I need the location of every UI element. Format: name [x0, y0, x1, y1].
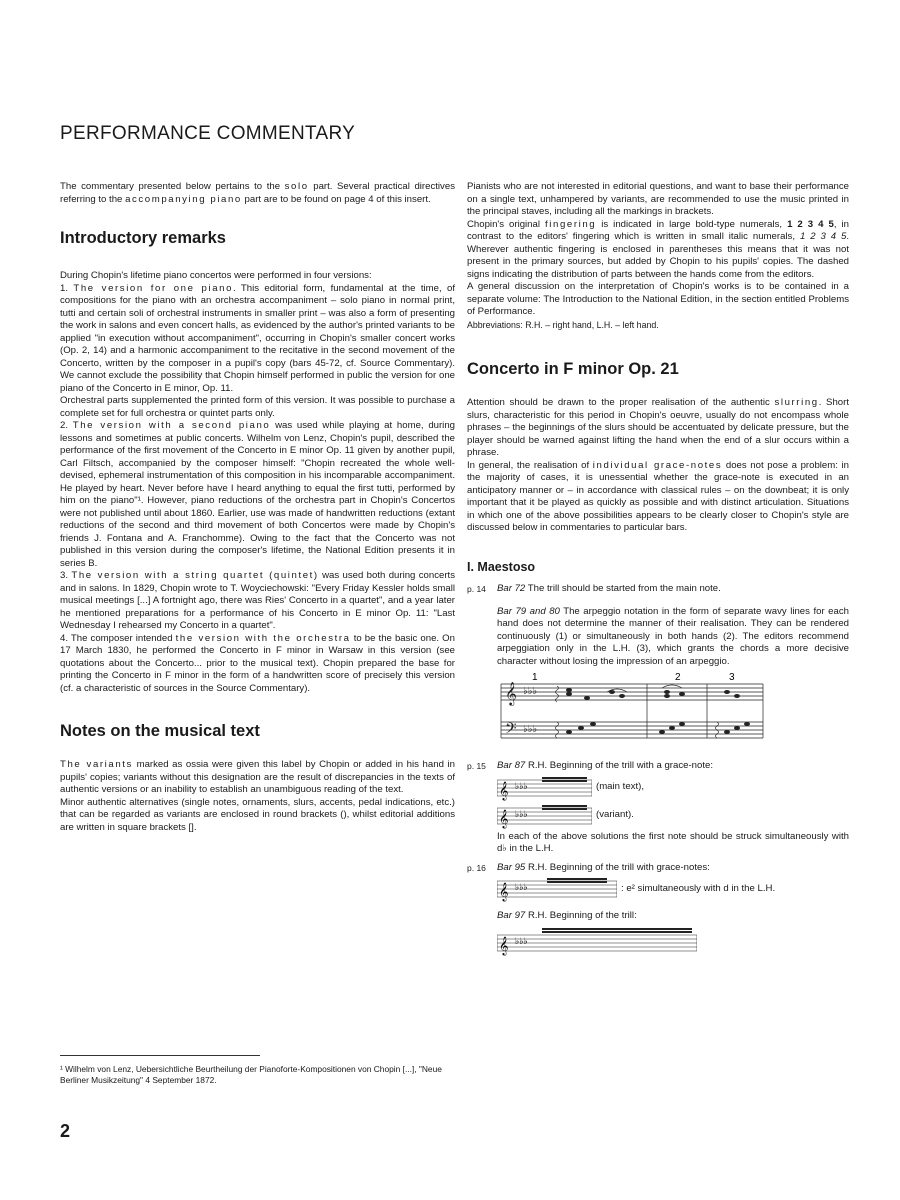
svg-text:𝄞: 𝄞: [499, 780, 509, 800]
version-1-orchestral: Orchestral parts supplemented the printed form of this version. It was possible to purchase a complete set for full orchestra or quintet parts only.: [60, 395, 455, 419]
entry-bar-87: p. 15 Bar 87 R.H. Beginning of the trill with a grace-note: 𝄞 ♭♭♭ (main text), 𝄞 ♭♭♭ (variant). In each of the above solutions the first note should be struck simultaneously with d♭ in the L.H.: [467, 760, 849, 854]
fingering-paragraph: Chopin's original fingering is indicated in large bold-type numerals, 1 2 3 4 5, in contrast to the editors' fingering which is written in small italic numerals, 1 2 3 4 5. Wherever authentic fingering is enclosed in parentheses this means that it was not present in the primary sources, but added by Chopin to his pupils' copies. The dashed signs indicating the distribution of parts between the hands come from the editors.: [467, 218, 850, 280]
page-ref: p. 16: [467, 862, 486, 873]
entry-bar-95: p. 16 Bar 95 R.H. Beginning of the trill with grace-notes: 𝄞 ♭♭♭ : e² simultaneously with d in the L.H. Bar 97 R.H. Beginning of the trill: 𝄞 ♭♭♭: [467, 861, 776, 955]
trill-example-main: [497, 775, 592, 801]
svg-text:♭♭♭: ♭♭♭: [515, 883, 528, 893]
footnote-rule: [60, 1055, 260, 1056]
version-4: 4. The composer intended the version with the orchestra to be the basic one. On 17 March 1830, he performed the Concerto in F minor in Warsaw in this version (see quotations about the Concerto... prior to the musical text). Chopin prepared the base for printing the Concerto in F minor in the form of a handwritten score of precisely this version (cf. a characteristic of sources in the Source Commentary).: [60, 632, 455, 694]
trill-example-bar-95: [497, 876, 617, 902]
example-number: 1: [532, 672, 538, 683]
versions-intro: During Chopin's lifetime piano concertos were performed in four versions:: [60, 270, 372, 281]
page-ref: p. 14: [467, 584, 486, 594]
entry-bar-72: p. 14 Bar 72 The trill should be started from the main note. Bar 79 and 80 The arpeggio notation in the form of separate wavy lines for each hand does not determine the manner of their realisation. They can be rendered continuously (1) or simultaneously in both hands (2). The editors recommend arpeggiation only in the L.H. (3), which grants the chords a more decisive character without losing the impression of an arpeggio. 𝄞 𝄢 ♭♭♭ ♭♭♭ 1 2 3: [467, 583, 849, 754]
page-ref: p. 15: [467, 761, 486, 771]
heading-notes-on-musical-text: Notes on the musical text: [60, 722, 260, 740]
variants-paragraph: The variants marked as ossia were given this label by Chopin or added in his hand in pupils' copies; variants without this designation are the result of discrepancies in the texts of authentic versions or an inability to establish an unambiguous reading of the text.: [60, 759, 455, 795]
general-discussion-paragraph: A general discussion on the interpretation of Chopin's works is to be contained in a separate volume: The Introduction to the National Edition, in the section entitled Problems of Performance.: [467, 281, 849, 317]
heading-introductory-remarks: Introductory remarks: [60, 229, 226, 247]
heading-concerto: Concerto in F minor Op. 21: [467, 360, 679, 378]
abbreviations: Abbreviations: R.H. – right hand, L.H. – left hand.: [467, 319, 659, 330]
svg-text:𝄞: 𝄞: [499, 935, 509, 955]
pianists-paragraph: Pianists who are not interested in editorial questions, and want to base their performance on a single text, unhampered by variants, are recommended to use the music printed in the principal staves, including all the markings in brackets.: [467, 181, 849, 217]
footnote: ¹ Wilhelm von Lenz, Uebersichtliche Beurtheilung der Pianoforte-Kompositionen von Chopin [...], "Neue Berliner Musikzeitung" 4 September 1872.: [60, 1064, 442, 1085]
trill-example-variant: [497, 803, 592, 829]
svg-text:♭♭♭: ♭♭♭: [523, 686, 538, 697]
example-number: 2: [675, 672, 681, 683]
movement-heading: I. Maestoso: [467, 559, 536, 574]
arpeggio-example: [497, 672, 767, 754]
svg-text:♭♭♭: ♭♭♭: [515, 781, 528, 792]
intro-paragraph: The commentary presented below pertains to the solo part. Several practical directives referring to the accompanying piano part are to be found on page 4 of this insert.: [60, 181, 455, 205]
example-number: 3: [729, 672, 735, 683]
grace-notes-paragraph: In general, the realisation of individual grace-notes does not pose a problem: in the majority of cases, it is unessential whether the grace-note is executed in an anticipatory manner or – in accordance with classical rules – on the downbeat; it is only important that it be played as quickly as possible and with distinct articulation. Situations in which one of the above possibilities appears to be clearly closer to Chopin's style are discussed below in commentaries to particular bars.: [467, 459, 849, 533]
version-3: 3. The version with a string quartet (quintet) was used both during concerts and in salons. In 1829, Chopin wrote to T. Woyciechowski: "Every Friday Kessler holds small musical meetings [...] A fortnight ago, there was Ries' Concerto in a quartet", and a year later he mentioned preparations for a performance of his Concerto in E minor Op. 11: "Last Wednesday I rehearsed my Concerto in a quartet".: [60, 570, 456, 631]
trill-example-bar-97: [497, 927, 697, 957]
svg-text:𝄞: 𝄞: [499, 882, 509, 901]
svg-text:𝄢: 𝄢: [505, 720, 517, 741]
slurring-paragraph: Attention should be drawn to the proper realisation of the authentic slurring. Short slurs, characteristic for this period in Chopin's oeuvre, usually do not encompass whole phrases – the beginnings of the slurs should be accentuated by delicate pressure, but the player should be warned against lifting the hand when the end of a slur occurs within a phrase.: [467, 397, 849, 458]
version-1: 1. The version for one piano. This editorial form, fundamental at the time, of compositions for the piano with an orchestra accompaniment – solo piano in normal print, tutti and certain soli of orchestral instruments in smaller print – was also a form of presenting the work in salons and even concert halls, as evidenced by the author's printed variants to be applied "in execution without accompaniment", occurring in Chopin's smaller concert works (Op. 2, 14) and a harmonic accompaniment to the recitative in the second movement of the Concerto, written by the composer in a pupil's copy (bars 45-72, cf. Source Commentary). We cannot exclude the possibility that Chopin himself performed in public the version for one piano of the Concerto in E minor, Op. 11.: [60, 282, 456, 394]
left-column: [60, 181, 455, 834]
svg-text:𝄞: 𝄞: [505, 681, 517, 705]
alternatives-paragraph: Minor authentic alternatives (single notes, ornaments, slurs, accents, pedal indications, etc.) that can be regarded as variants are enclosed in round brackets (), whilst editorial additions are written in square brackets [].: [60, 796, 455, 833]
svg-text:♭♭♭: ♭♭♭: [515, 936, 528, 947]
svg-text:𝄞: 𝄞: [499, 808, 509, 828]
version-2: 2. The version with a second piano was used while playing at home, during lessons and sometimes at public concerts. Wilhelm von Lenz, Chopin's pupil, described the performance of the first movement of the Concerto in E minor Op. 11 given by another pupil, Carl Filtsch, accompanied by the composer himself: "Chopin recreated the whole well-devised, ephemeral instrumentation of this composition in his incomparable accompaniment. He played by heart. Never before have I heard anything to equal the first tutti, performed by him on the piano"¹. However, piano reductions of the orchestra part in Chopin's Concertos were not published until about 1860. Earlier, use was made of handwritten reductions (extant reductions of the second and third movement of both Concertos were made by Chopin's friends J. Fontana and A. Franchomme). Owing to the fact that the Concerto was not published in this version during the composer's lifetime, the National Edition presents it in series B.: [60, 420, 455, 569]
svg-text:♭♭♭: ♭♭♭: [515, 809, 528, 820]
svg-text:♭♭♭: ♭♭♭: [523, 724, 538, 735]
page-number: 2: [60, 1121, 71, 1141]
right-column: [467, 181, 849, 963]
page-title: PERFORMANCE COMMENTARY: [60, 123, 356, 144]
